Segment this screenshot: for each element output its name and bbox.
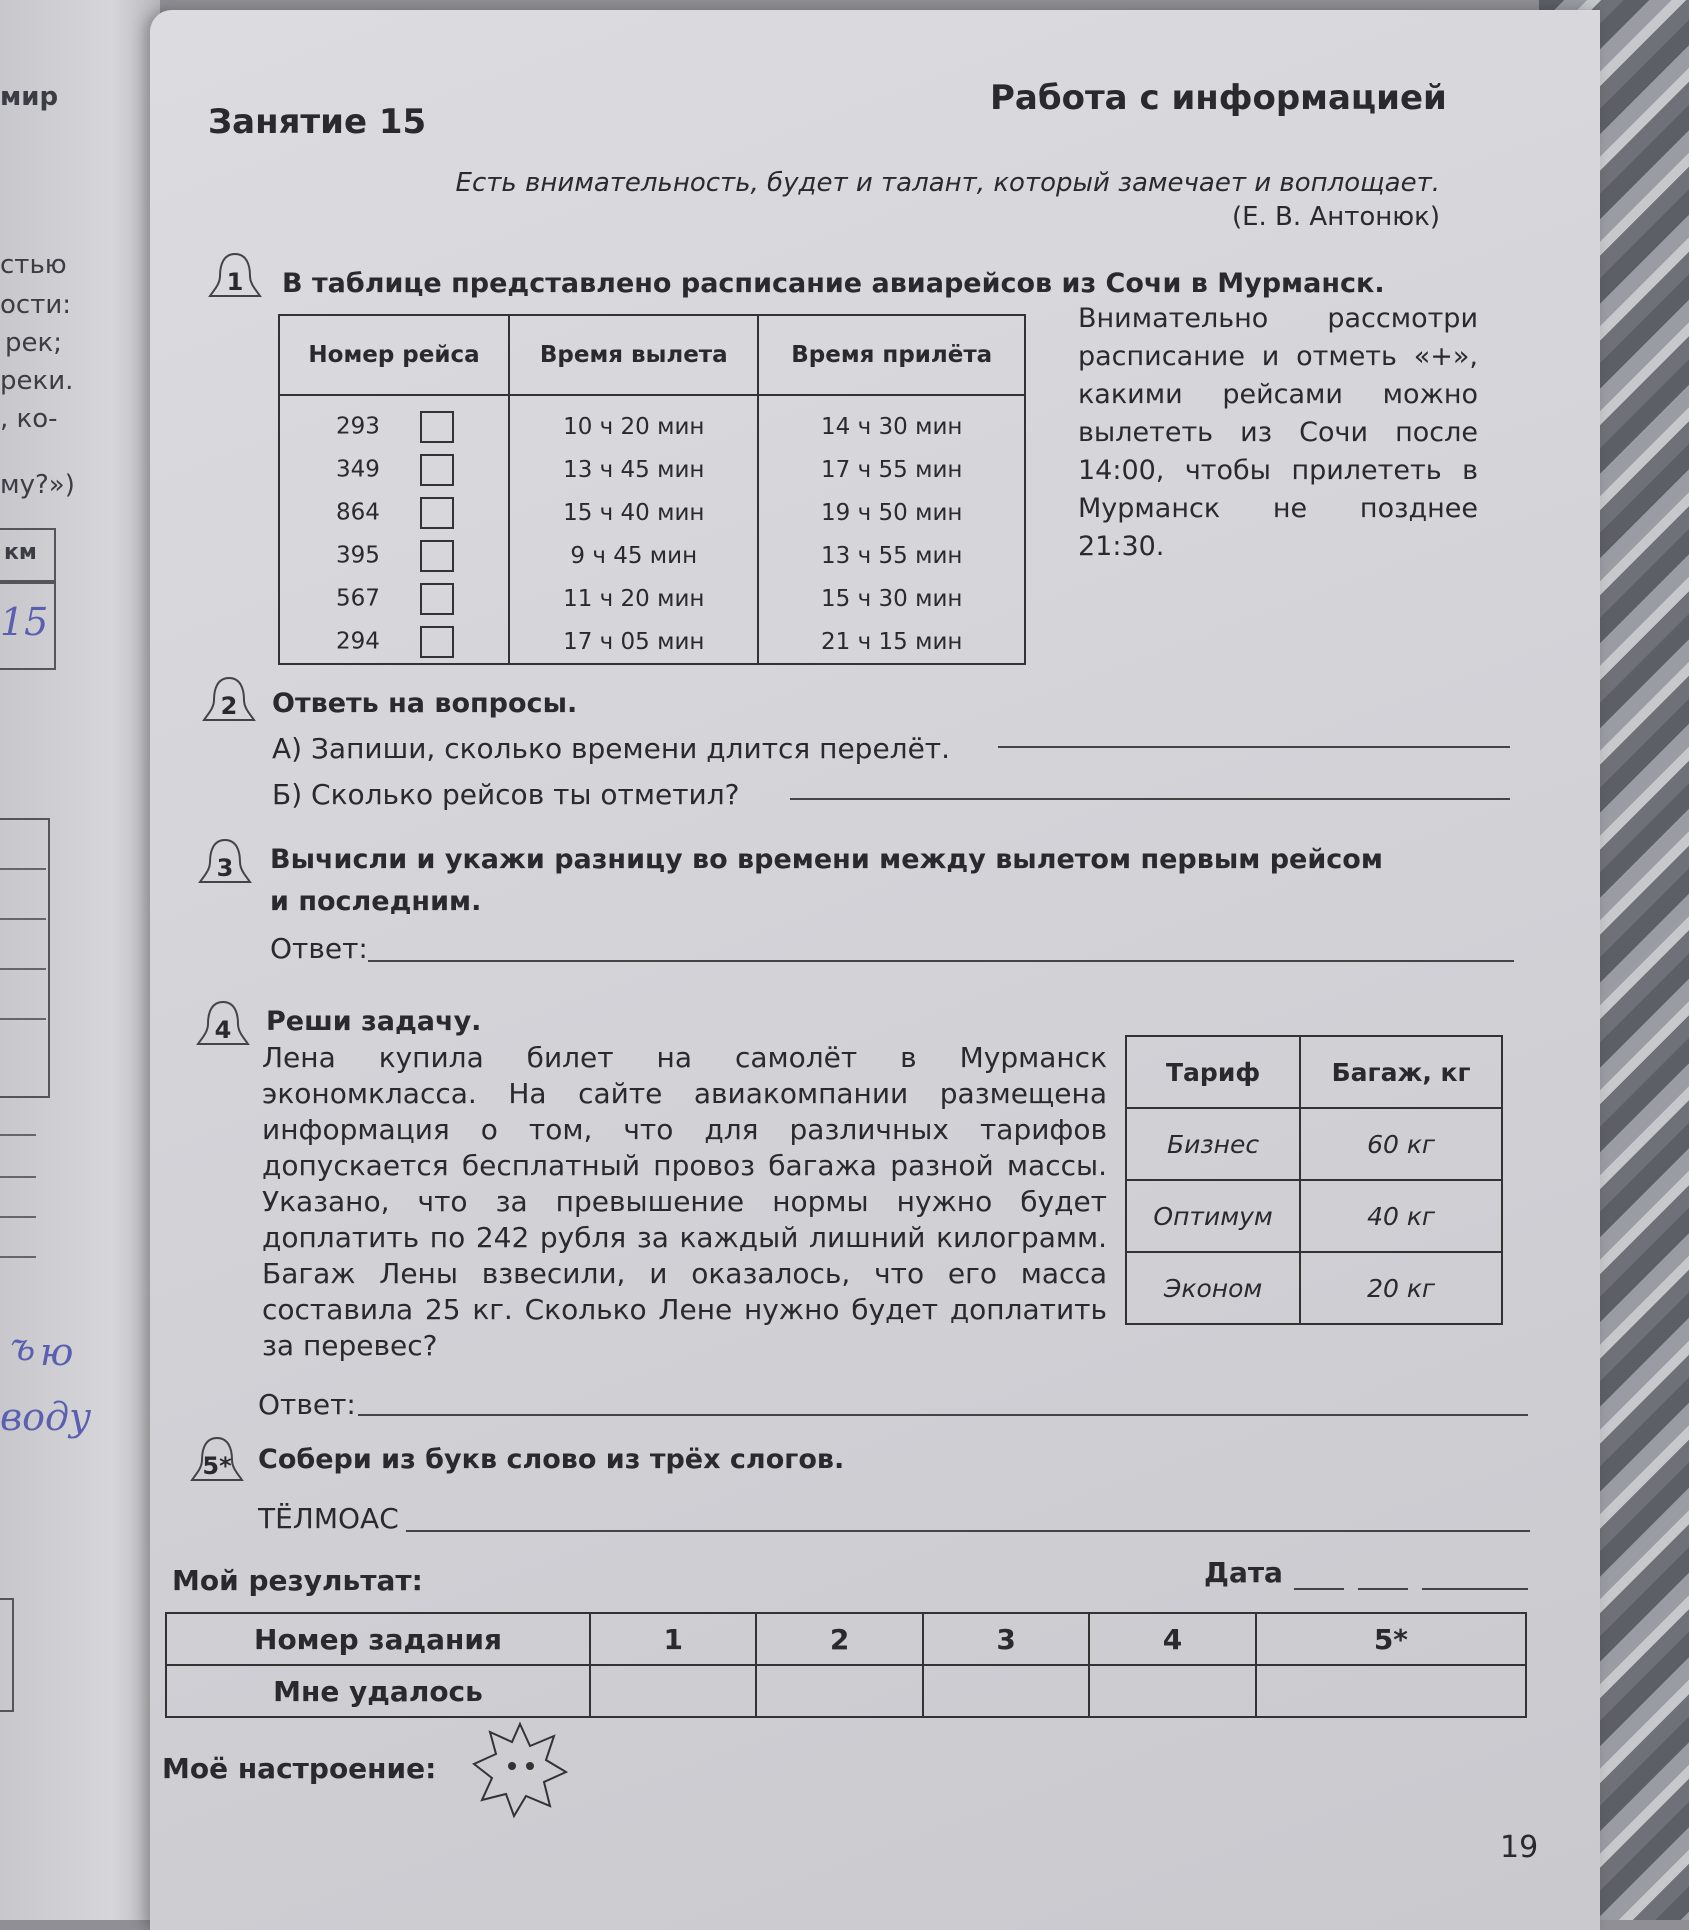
table-row (166, 1613, 1526, 1665)
left-fragment: реки. (0, 366, 74, 396)
arrival-time: 14 ч 30 мин (758, 395, 1025, 448)
task2-question-b: Б) Сколько рейсов ты отметил? (272, 778, 740, 811)
flight-schedule-table (278, 314, 1026, 665)
left-table (0, 818, 50, 1098)
row-header: Номер задания (166, 1613, 590, 1665)
table-row (279, 448, 1025, 491)
departure-time: 11 ч 20 мин (509, 577, 758, 620)
bell-icon (196, 836, 254, 892)
mood-star-icon[interactable] (470, 1720, 570, 1820)
checkbox[interactable] (420, 411, 454, 443)
task-number: 3 (216, 854, 234, 882)
section-title: Работа с информацией (990, 78, 1447, 118)
checkbox[interactable] (420, 540, 454, 572)
result-cell[interactable] (923, 1665, 1089, 1717)
result-label: Мой результат: (172, 1564, 423, 1597)
answer-label: Ответ: (258, 1388, 356, 1421)
answer-line[interactable] (998, 746, 1510, 748)
left-fragment: ости: (0, 290, 72, 320)
answer-label: Ответ: (270, 932, 368, 965)
task-number: 4 (214, 1016, 232, 1044)
arrival-time: 17 ч 55 мин (758, 448, 1025, 491)
flight-number: 294 (336, 628, 380, 654)
flight-number: 395 (336, 542, 380, 568)
departure-time: 15 ч 40 мин (509, 491, 758, 534)
page-number: 19 (1500, 1830, 1539, 1865)
answer-line[interactable] (368, 960, 1514, 962)
left-fragment: мир (0, 82, 59, 112)
bell-icon (206, 250, 264, 306)
column-header: Время прилёта (758, 315, 1025, 395)
flight-number: 293 (336, 413, 380, 439)
left-fragment: стью (0, 250, 67, 280)
column-header: Время вылета (509, 315, 758, 395)
task3-title-line1: Вычисли и укажи разницу во времени между вылетом первым рейсом (270, 844, 1383, 875)
date-month-field[interactable] (1358, 1588, 1408, 1590)
column-header: Тариф (1126, 1036, 1300, 1108)
checkbox[interactable] (420, 454, 454, 486)
epigraph: Есть внимательность, будет и талант, который замечает и воплощает. (455, 168, 1440, 198)
tariff-name: Бизнес (1126, 1108, 1300, 1180)
task1-instructions: Внимательно рассмотри расписание и отметь «+», какими рейсами можно вылететь из Сочи после 14:00, чтобы прилететь в Мурманск не позднее 21:30. (1078, 303, 1478, 562)
date-day-field[interactable] (1294, 1588, 1344, 1590)
left-fragment: му?») (0, 470, 75, 500)
scrambled-letters: ТЁЛМОАС (258, 1502, 399, 1535)
left-fragment: , ко- (0, 404, 58, 434)
tariff-name: Оптимум (1126, 1180, 1300, 1252)
checkbox[interactable] (420, 626, 454, 658)
task4-problem-text: Лена купила билет на самолёт в Мурманск экономкласса. На сайте авиакомпании размещена информация о том, что для различных тарифов допускается бесплатный провоз багажа разной массы. Указано, что за превышение нормы нужно будет доплатить по 242 рубля за каждый лишний килограмм. Багаж Лены взвесили, и оказалось, что его масса составила 25 кг. Сколько Лене нужно будет доплатить за перевес? (262, 1041, 1107, 1362)
task2-question-a: А) Запиши, сколько времени длится перелёт. (272, 732, 951, 765)
table-row (1126, 1252, 1502, 1324)
tariff-name: Эконом (1126, 1252, 1300, 1324)
table-row (279, 491, 1025, 534)
result-cell[interactable] (1256, 1665, 1526, 1717)
lesson-title: Занятие 15 (208, 102, 427, 142)
table-row (279, 577, 1025, 620)
flight-number: 567 (336, 585, 380, 611)
baggage-allowance: 20 кг (1300, 1252, 1502, 1324)
baggage-allowance: 60 кг (1300, 1108, 1502, 1180)
answer-line[interactable] (790, 798, 1510, 800)
column-header: 1 (590, 1613, 756, 1665)
flight-number: 349 (336, 456, 380, 482)
task-number: 1 (226, 268, 244, 296)
column-header: 4 (1089, 1613, 1255, 1665)
task-number: 5* (202, 1452, 232, 1480)
task1-title: В таблице представлено расписание авиарейсов из Сочи в Мурманск. (282, 268, 1385, 299)
task4-title: Реши задачу. (266, 1006, 482, 1037)
row-header: Мне удалось (166, 1665, 590, 1717)
task3-title-line2: и последним. (270, 886, 482, 917)
result-cell[interactable] (1089, 1665, 1255, 1717)
column-header: 2 (756, 1613, 922, 1665)
checkbox[interactable] (420, 497, 454, 529)
departure-time: 13 ч 45 мин (509, 448, 758, 491)
date-year-field[interactable] (1422, 1588, 1528, 1590)
departure-time: 10 ч 20 мин (509, 395, 758, 448)
answer-line[interactable] (358, 1414, 1528, 1416)
handwriting: ю (40, 1330, 74, 1374)
column-header: 5* (1256, 1613, 1526, 1665)
departure-time: 9 ч 45 мин (509, 534, 758, 577)
checkbox[interactable] (420, 583, 454, 615)
epigraph-author: (Е. В. Антонюк) (1231, 202, 1440, 232)
arrival-time: 15 ч 30 мин (758, 577, 1025, 620)
left-fragment: рек; (5, 328, 62, 358)
departure-time: 17 ч 05 мин (509, 620, 758, 664)
arrival-time: 13 ч 55 мин (758, 534, 1025, 577)
table-row (279, 395, 1025, 448)
flight-number: 864 (336, 499, 380, 525)
bell-icon (194, 998, 252, 1054)
workbook-page (150, 10, 1600, 1930)
task5-title: Собери из букв слово из трёх слогов. (258, 1444, 845, 1475)
table-row (1126, 1108, 1502, 1180)
handwriting: воду (0, 1395, 92, 1439)
table-row (279, 534, 1025, 577)
column-header: 3 (923, 1613, 1089, 1665)
left-table-cell (0, 1598, 14, 1712)
handwriting: 15 (0, 600, 49, 644)
column-header: Номер рейса (279, 315, 509, 395)
bell-icon (200, 674, 258, 730)
arrival-time: 21 ч 15 мин (758, 620, 1025, 664)
table-row (1126, 1180, 1502, 1252)
baggage-allowance: 40 кг (1300, 1180, 1502, 1252)
task2-title: Ответь на вопросы. (272, 688, 578, 719)
task-number: 2 (220, 692, 238, 720)
left-page-edge (0, 0, 160, 1920)
left-fragment: км (4, 540, 37, 565)
result-cell[interactable] (590, 1665, 756, 1717)
date-label: Дата (1204, 1556, 1283, 1589)
bell-icon (188, 1434, 246, 1490)
mood-label: Моё настроение: (162, 1752, 437, 1785)
table-row (279, 620, 1025, 664)
answer-line[interactable] (406, 1530, 1530, 1532)
handwriting: ъ (10, 1325, 36, 1369)
column-header: Багаж, кг (1300, 1036, 1502, 1108)
baggage-tariff-table (1125, 1035, 1503, 1325)
table-row (166, 1665, 1526, 1717)
self-assessment-table (165, 1612, 1527, 1718)
result-cell[interactable] (756, 1665, 922, 1717)
arrival-time: 19 ч 50 мин (758, 491, 1025, 534)
